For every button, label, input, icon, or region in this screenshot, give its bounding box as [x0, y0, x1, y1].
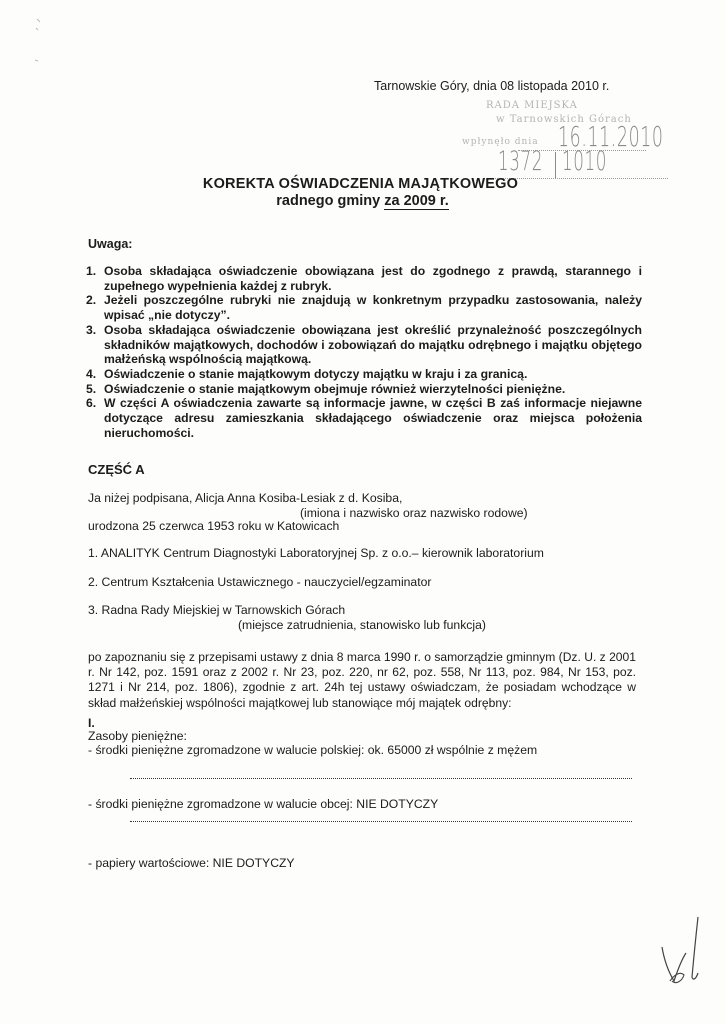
notice-rule: 4. Oświadczenie o stanie majątkowym dotyczy majątku w kraju i za granicą.: [86, 366, 528, 381]
declarant-line: Ja niżej podpisana, Alicja Anna Kosiba-Lesiak z d. Kosiba,: [88, 491, 403, 505]
fill-line: [130, 821, 632, 822]
stamp-faint-line-2: w Tarnowskich Górach: [496, 114, 632, 125]
stamp-handwritten-year: 1010: [562, 146, 608, 177]
stamp-handwritten-date: 16.11.2010: [558, 120, 664, 153]
stamp-faint-line-3: wpłynęło dnia: [462, 137, 539, 147]
document-title: KOREKTA OŚWIADCZENIA MAJĄTKOWEGO: [202, 176, 519, 192]
declarant-caption: (imiona i nazwisko oraz nazwisko rodowe): [300, 506, 528, 520]
notice-rule: 1. Osoba składająca oświadczenie obowiązana jest do zgodnego z prawdą, starannego i zupełnego wypełnienia każdej z rubryk.: [86, 264, 642, 293]
notice-rule: 6. W części A oświadczenia zawarte są informacje jawne, w części B zaś informacje niejawne dotyczące adresu zamieszkania składającego oświadczenie oraz miejsca położenia nieruchomości.: [86, 396, 642, 440]
statement-paragraph: po zapoznaniu się z przepisami ustawy z dnia 8 marca 1990 r. o samorządzie gminnym (Dz. U. z 2001 r. Nr 142, poz. 1591 oraz z 2002 r. Nr 23, poz. 220, nr 62, poz. 558, Nr 113, poz. 984, Nr 153, poz. 1271 i Nr 214, poz. 1806), zgodnie z art. 24h tej ustawy oświadczam, że posiadam wchodzące w skład małżeńskiej wspólności majątkowej lub stanowiące mój majątek odrębny:: [88, 650, 636, 710]
employment-item-1: 1. ANALITYK Centrum Diagnostyki Laboratoryjnej Sp. z o.o.– kierownik laboratorium: [88, 546, 544, 560]
cash-pln-item: - środki pieniężne zgromadzone w walucie polskiej: ok. 65000 zł wspólnie z mężem: [88, 743, 538, 757]
birth-line: urodzona 25 czerwca 1953 roku w Katowicach: [88, 519, 340, 533]
notice-heading: Uwaga:: [88, 237, 133, 251]
stamp-faint-line-1: RADA MIEJSKA: [486, 100, 578, 111]
document-subtitle: radnego gminy za 2009 r.: [276, 193, 449, 209]
margin-marks: [32, 16, 48, 66]
registry-stamp: [458, 100, 668, 180]
securities-item: - papiery wartościowe: NIE DOTYCZY: [88, 856, 295, 870]
employment-item-2: 2. Centrum Kształcenia Ustawicznego - nauczyciel/egzaminator: [88, 575, 432, 589]
part-a-heading: CZĘŚĆ A: [88, 462, 145, 477]
employment-caption: (miejsce zatrudnienia, stanowisko lub funkcja): [238, 618, 486, 632]
fill-line: [130, 778, 632, 779]
notice-rule: 3. Osoba składająca oświadczenie obowiązana jest określić przynależność poszczególnych składników majątkowych, dochodów i zobowiązań do majątku odrębnego i majątku objętego małżeńską wspólnością majątkową.: [86, 322, 642, 367]
section-title: Zasoby pieniężne:: [88, 729, 187, 743]
stamp-divider: [555, 152, 556, 178]
notice-rule: 5. Oświadczenie o stanie majątkowym obejmuje również wierzytelności pieniężne.: [86, 381, 566, 396]
employment-item-3: 3. Radna Rady Miejskiej w Tarnowskich Górach: [88, 603, 346, 617]
stamp-handwritten-number: 1372: [498, 146, 544, 177]
section-number: I.: [88, 716, 95, 730]
notice-rule: 2. Jeżeli poszczególne rubryki nie znajdują w konkretnym przypadku zastosowania, należy wpisać „nie dotyczy”.: [86, 293, 642, 323]
place-and-date: Tarnowskie Góry, dnia 08 listopada 2010 r.: [374, 79, 610, 93]
notice-rules-list: [86, 264, 642, 440]
handwritten-initials: [648, 915, 708, 995]
cash-foreign-item: - środki pieniężne zgromadzone w walucie obcej: NIE DOTYCZY: [88, 797, 439, 811]
